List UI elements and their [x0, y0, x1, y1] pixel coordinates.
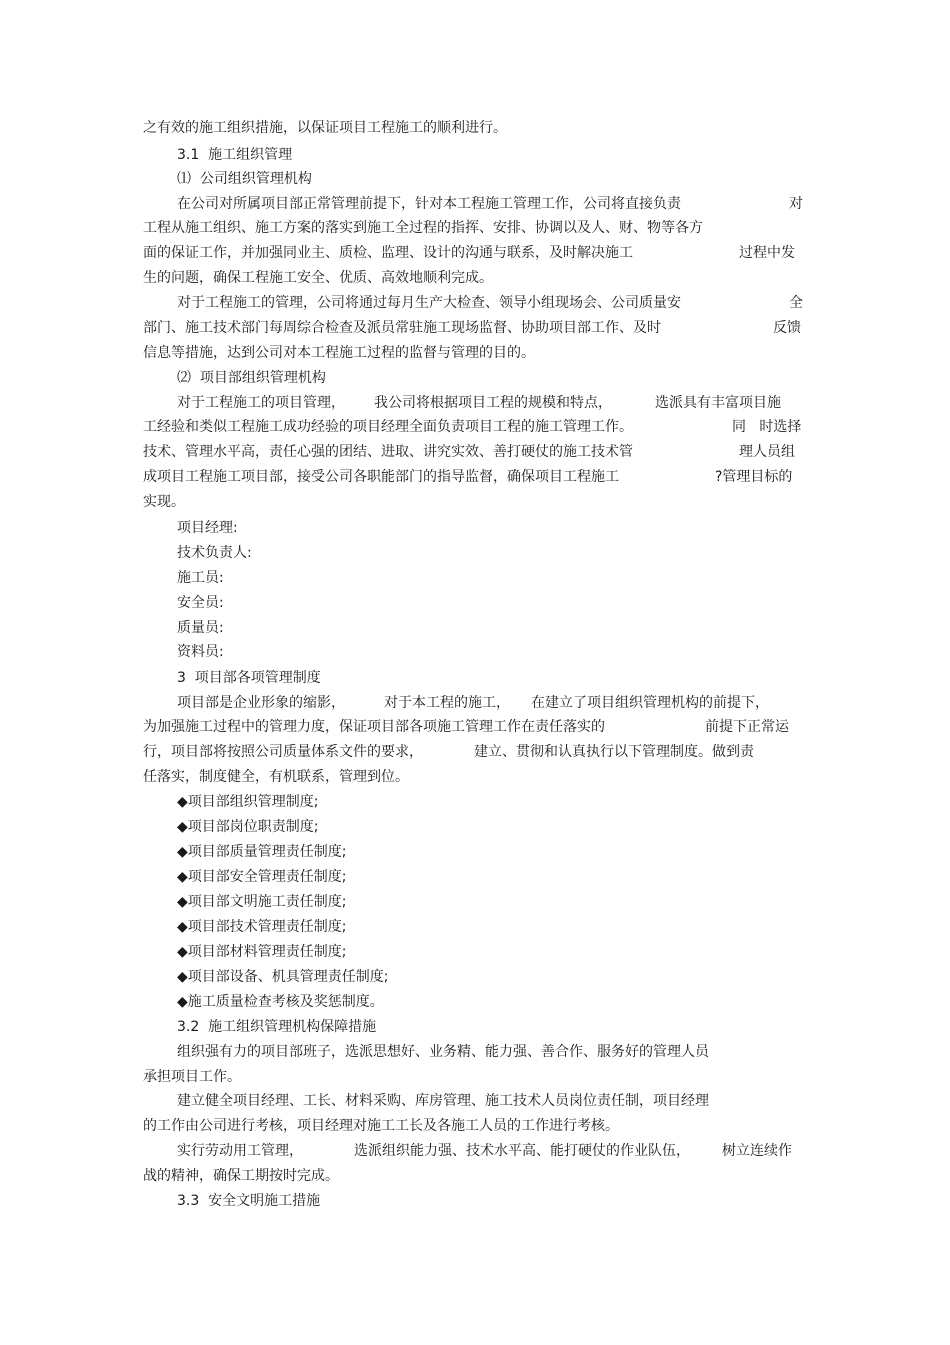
list-item: ◆项目部组织管理制度;: [177, 794, 319, 810]
text-line-fragment: 对: [789, 196, 803, 212]
text-line: 工经验和类似工程施工成功经验的项目经理全面负责项目工程的施工管理工作。: [143, 419, 633, 435]
text-line: 实现。: [143, 494, 185, 510]
staff-role: 施工员:: [177, 570, 224, 586]
text-line-fragment: 前提下正常运: [705, 719, 789, 735]
text-line: 在公司对所属项目部正常管理前提下，针对本工程施工管理工作，公司将直接负责: [177, 196, 681, 212]
list-item: ◆项目部材料管理责任制度;: [177, 944, 347, 960]
list-item: ◆项目部文明施工责任制度;: [177, 894, 347, 910]
text-line: 战的精神，确保工期按时完成。: [143, 1168, 339, 1184]
text-line-fragment: 全: [789, 295, 803, 311]
section-heading: 3.1 施工组织管理: [177, 147, 293, 163]
text-line-fragment: 对于本工程的施工，: [384, 695, 510, 711]
text-line-fragment: 建立、贯彻和认真执行以下管理制度。做到责: [474, 744, 754, 760]
text-line: 之有效的施工组织措施，以保证项目工程施工的顺利进行。: [143, 120, 507, 136]
text-line: 对于工程施工的项目管理，: [177, 395, 345, 411]
staff-role: 安全员:: [177, 595, 224, 611]
text-line-fragment: 在建立了项目组织管理机构的前提下，: [531, 695, 769, 711]
text-line-fragment: 选派具有丰富项目施: [655, 395, 781, 411]
text-line-fragment: 反馈: [773, 320, 801, 336]
text-line-fragment: 过程中发: [739, 245, 795, 261]
text-line: 实行劳动用工管理，: [177, 1143, 303, 1159]
subsection-heading: ⑴ 公司组织管理机构: [177, 171, 312, 187]
text-line: 承担项目工作。: [143, 1069, 241, 1085]
text-line-fragment: 树立连续作: [722, 1143, 792, 1159]
text-line: 项目部是企业形象的缩影，: [177, 695, 345, 711]
list-item: ◆项目部技术管理责任制度;: [177, 919, 347, 935]
text-line: 行，项目部将按照公司质量体系文件的要求，: [143, 744, 423, 760]
text-line: 的工作由公司进行考核，项目经理对施工工长及各施工人员的工作进行考核。: [143, 1118, 619, 1134]
staff-role: 质量员:: [177, 620, 224, 636]
text-line-fragment: 理人员组: [739, 444, 795, 460]
text-line: 为加强施工过程中的管理力度，保证项目部各项施工管理工作在责任落实的: [143, 719, 605, 735]
staff-role: 资料员:: [177, 644, 224, 660]
section-heading: 3.2 施工组织管理机构保障措施: [177, 1019, 377, 1035]
section-heading: 3.3 安全文明施工措施: [177, 1193, 321, 1209]
text-line-fragment: 选派组织能力强、技术水平高、能打硬仗的作业队伍，: [354, 1143, 690, 1159]
list-item: ◆项目部设备、机具管理责任制度;: [177, 969, 389, 985]
text-line: 组织强有力的项目部班子，选派思想好、业务精、能力强、善合作、服务好的管理人员: [177, 1044, 709, 1060]
text-line-fragment: ?管理目标的: [715, 469, 793, 485]
text-line: 生的问题，确保工程施工安全、优质、高效地顺利完成。: [143, 270, 493, 286]
text-line-fragment: 我公司将根据项目工程的规模和特点，: [374, 395, 612, 411]
text-line: 成项目工程施工项目部，接受公司各职能部门的指导监督，确保项目工程施工: [143, 469, 619, 485]
list-item: ◆施工质量检查考核及奖惩制度。: [177, 994, 384, 1010]
staff-role: 技术负责人:: [177, 545, 252, 561]
text-line: 建立健全项目经理、工长、材料采购、库房管理、施工技术人员岗位责任制，项目经理: [177, 1093, 709, 1109]
text-line-fragment: 同 时选择: [732, 419, 802, 435]
staff-role: 项目经理:: [177, 520, 238, 536]
text-line: 部门、施工技术部门每周综合检查及派员常驻施工现场监督、协助项目部工作、及时: [143, 320, 661, 336]
list-item: ◆项目部岗位职责制度;: [177, 819, 319, 835]
subsection-heading: ⑵ 项目部组织管理机构: [177, 370, 326, 386]
text-line: 任落实，制度健全，有机联系，管理到位。: [143, 769, 409, 785]
text-line: 工程从施工组织、施工方案的落实到施工全过程的指挥、安排、协调以及人、财、物等各方: [143, 220, 703, 236]
list-item: ◆项目部质量管理责任制度;: [177, 844, 347, 860]
list-item: ◆项目部安全管理责任制度;: [177, 869, 347, 885]
text-line: 信息等措施，达到公司对本工程施工过程的监督与管理的目的。: [143, 345, 535, 361]
section-heading: 3 项目部各项管理制度: [177, 670, 321, 686]
text-line: 对于工程施工的管理，公司将通过每月生产大检查、领导小组现场会、公司质量安: [177, 295, 681, 311]
text-line: 技术、管理水平高，责任心强的团结、进取、讲究实效、善打硬仗的施工技术管: [143, 444, 633, 460]
text-line: 面的保证工作，并加强同业主、质检、监理、设计的沟通与联系，及时解决施工: [143, 245, 633, 261]
